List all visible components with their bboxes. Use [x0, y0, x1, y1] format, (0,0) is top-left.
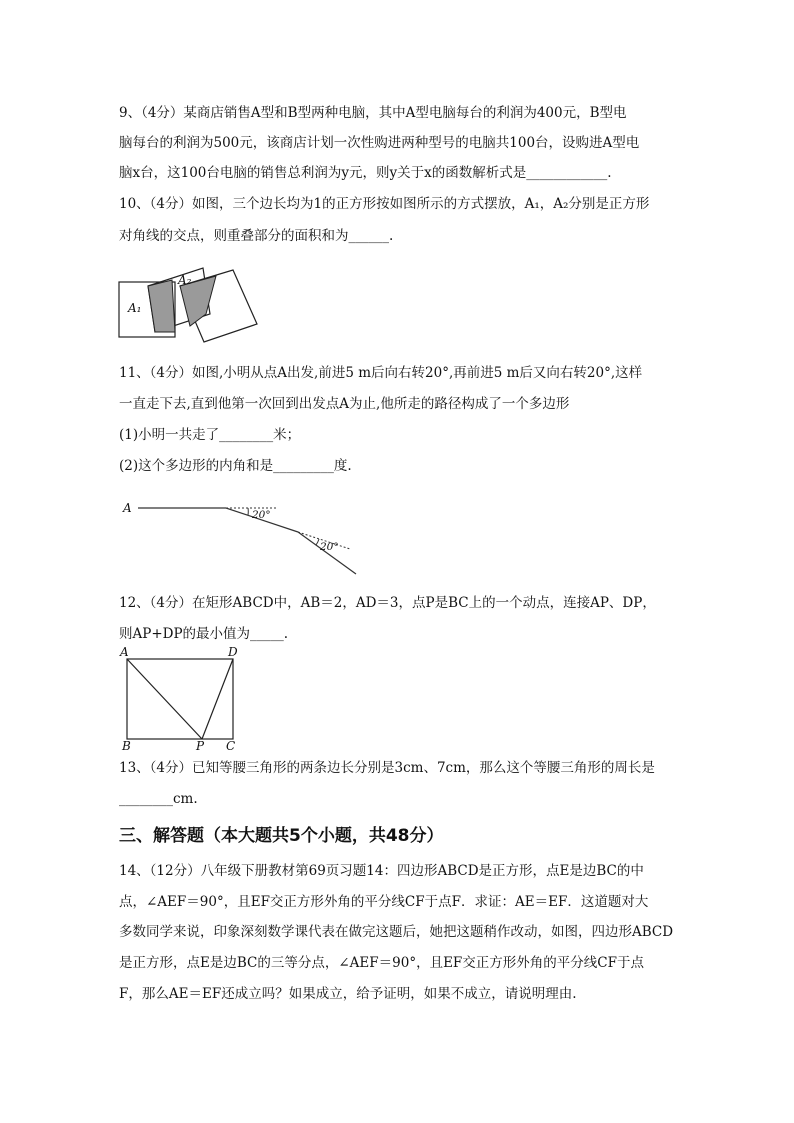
- q12-line-2: 则AP+DP的最小值为_____.: [119, 626, 289, 642]
- segment-dp: [202, 659, 233, 739]
- label-c: C: [226, 739, 236, 752]
- label-d: D: [228, 645, 238, 659]
- q14-line-5: F，那么AE＝EF还成立吗？如果成立，给予证明，如果不成立，请说明理由.: [119, 986, 577, 1002]
- q10-line-2: 对角线的交点，则重叠部分的面积和为______.: [119, 228, 394, 244]
- section-title: 三、解答题（本大题共5个小题，共48分）: [119, 826, 444, 846]
- q13-line-2: ________cm.: [119, 791, 198, 807]
- q12-line-1: 12、（4分）在矩形ABCD中，AB＝2，AD＝3，点P是BC上的一个动点，连接AP、DP，: [119, 595, 656, 611]
- q14-line-2: 点，∠AEF＝90°，且EF交正方形外角的平分线CF于点F．求证：AE＝EF．这道题对大: [119, 894, 649, 910]
- q9-line-1: 9、（4分）某商店销售A型和B型两种电脑，其中A型电脑每台的利润为400元，B型电: [119, 105, 627, 121]
- path-segment-3: [298, 532, 356, 574]
- label-a: A: [123, 501, 132, 515]
- label-a1: A₁: [128, 301, 142, 315]
- q12-rectangle-figure: [118, 644, 248, 752]
- q11-line-3: (1)小明一共走了________米；: [119, 427, 301, 443]
- label-a2: A₂: [178, 273, 192, 287]
- overlap-shaded-1: [148, 280, 175, 332]
- q9-line-2: 脑每台的利润为500元，该商店计划一次性购进两种型号的电脑共100台，设购进A型电: [119, 135, 640, 151]
- q11-line-1: 11、（4分）如图,小明从点A出发,前进5 m后向右转20°,再前进5 m后又向右转20°,这样: [119, 365, 643, 381]
- label-p: P: [196, 739, 205, 752]
- q10-line-1: 10、（4分）如图，三个边长均为1的正方形按如图所示的方式摆放，A₁，A₂分别是正方形: [119, 196, 650, 212]
- q10-squares-figure: [112, 262, 272, 346]
- label-b: B: [122, 739, 131, 752]
- segment-ap: [127, 659, 202, 739]
- q14-line-1: 14、（12分）八年级下册教材第69页习题14：四边形ABCD是正方形，点E是边BC的中: [119, 863, 644, 879]
- q9-line-3: 脑x台，这100台电脑的销售总利润为y元，则y关于x的函数解析式是____________.: [119, 165, 612, 181]
- q11-line-2: 一直走下去,直到他第一次回到出发点A为止,他所走的路径构成了一个多边形: [119, 396, 570, 412]
- q11-path-figure: [118, 494, 368, 580]
- angle-label-2: 20°: [320, 541, 339, 553]
- label-a: A: [120, 645, 129, 659]
- angle-arc-2: [316, 539, 319, 545]
- q14-line-4: 是正方形，点E是边BC的三等分点，∠AEF＝90°，且EF交正方形外角的平分线CF于点: [119, 955, 644, 971]
- angle-label-1: 20°: [252, 509, 271, 521]
- q14-line-3: 多数同学来说，印象深刻数学课代表在做完这题后，她把这题稍作改动，如图，四边形ABCD: [119, 924, 674, 940]
- q11-line-4: (2)这个多边形的内角和是_________度.: [119, 458, 352, 474]
- q13-line-1: 13、（4分）已知等腰三角形的两条边长分别是3cm、7cm，那么这个等腰三角形的周长是: [119, 760, 655, 776]
